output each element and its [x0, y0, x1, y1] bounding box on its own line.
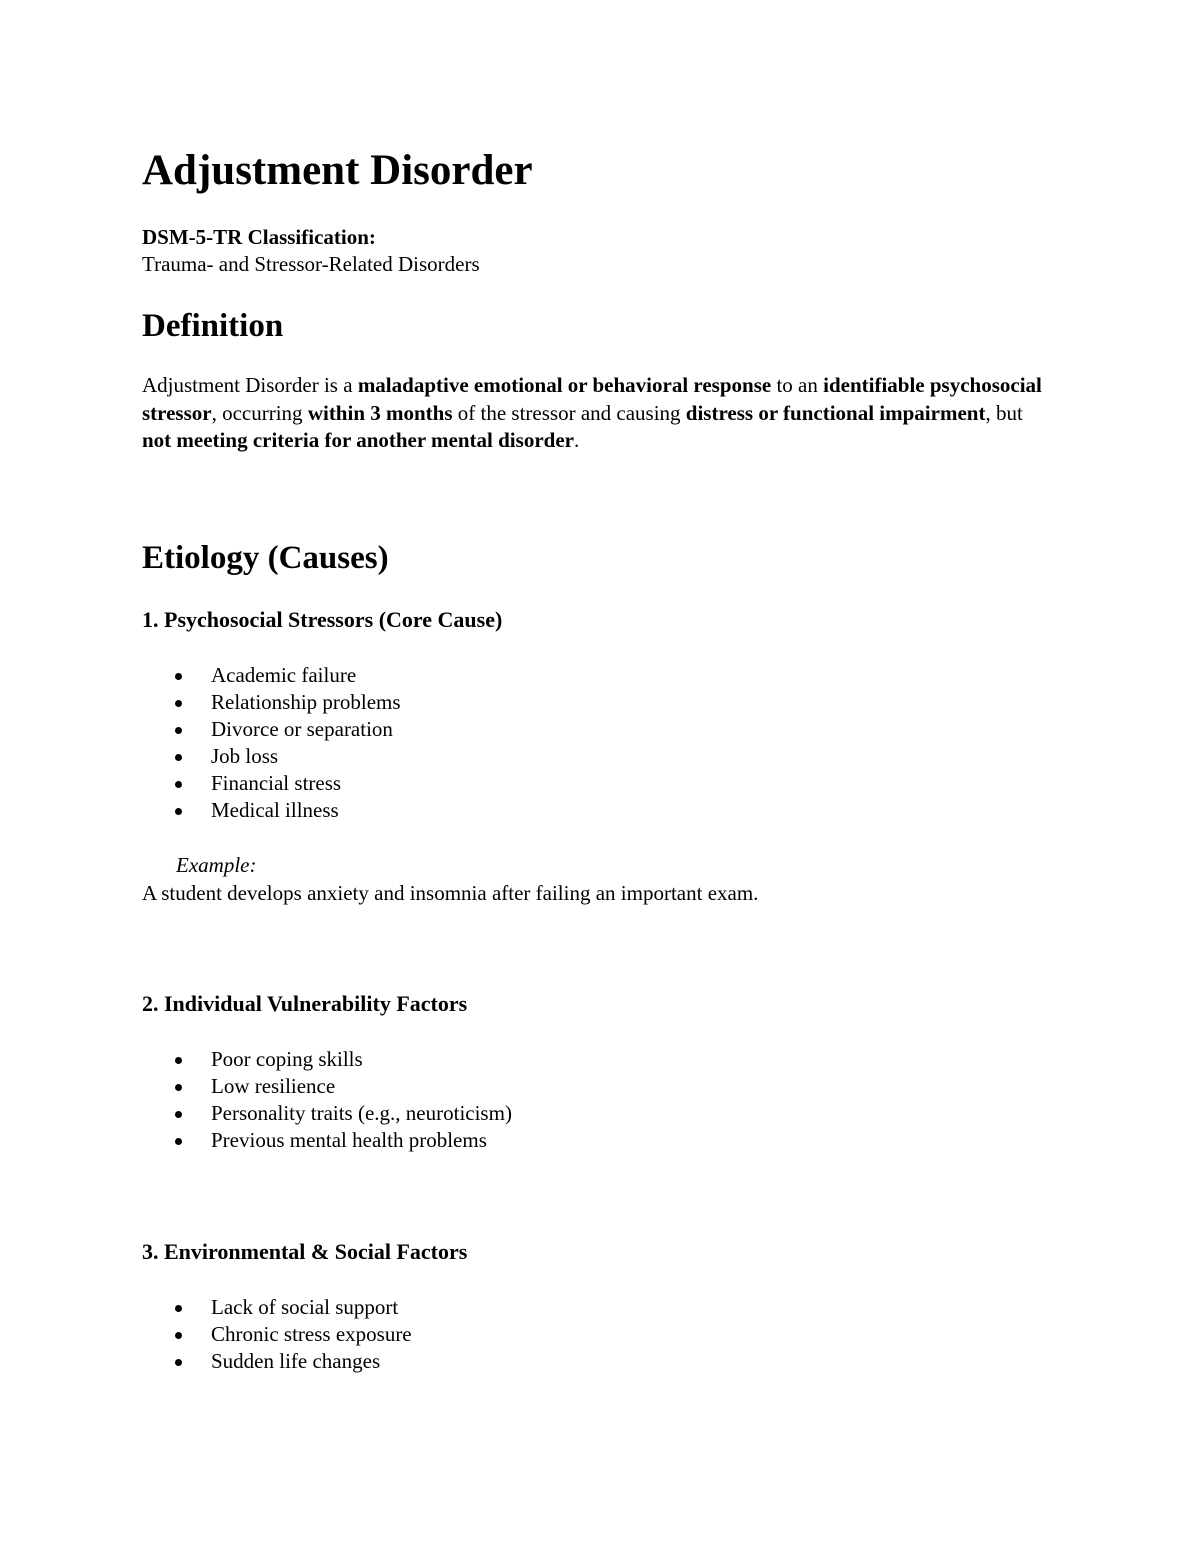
section-heading-psychosocial: 1. Psychosocial Stressors (Core Cause) — [142, 607, 503, 632]
list-item: Medical illness — [142, 797, 401, 824]
bullet-icon — [175, 1359, 182, 1366]
list-item: Job loss — [142, 743, 401, 770]
bullet-icon — [175, 1332, 182, 1339]
bullet-icon — [175, 1084, 182, 1091]
definition-paragraph — [142, 372, 1042, 455]
list-item: Lack of social support — [142, 1294, 412, 1321]
definition-emphasis: not meeting criteria for another mental disorder — [142, 428, 574, 452]
list-item: Sudden life changes — [142, 1348, 412, 1375]
definition-text: of the stressor and causing — [452, 400, 686, 425]
bullet-icon — [175, 1138, 182, 1145]
psychosocial-stressors-list — [142, 662, 401, 824]
environmental-social-list — [142, 1294, 412, 1375]
section-heading-environmental: 3. Environmental & Social Factors — [142, 1239, 468, 1264]
definition-text: to an — [771, 373, 824, 397]
definition-text: , occurring — [211, 400, 308, 425]
definition-text: Adjustment Disorder is a — [142, 373, 358, 397]
definition-text: . — [573, 428, 580, 452]
definition-emphasis: identifiable psychosocial stressor — [142, 373, 1042, 425]
bullet-icon — [175, 673, 182, 680]
list-item: Low resilience — [142, 1073, 512, 1100]
list-item: Previous mental health problems — [142, 1127, 512, 1154]
bullet-icon — [175, 808, 182, 815]
etiology-heading: Etiology (Causes) — [142, 540, 389, 576]
example-text: A student develops anxiety and insomnia after failing an important exam. — [142, 881, 759, 905]
list-item: Divorce or separation — [142, 716, 401, 743]
bullet-icon — [175, 1057, 182, 1064]
definition-heading: Definition — [142, 308, 284, 344]
section-heading-individual: 2. Individual Vulnerability Factors — [142, 991, 468, 1016]
bullet-icon — [175, 1111, 182, 1118]
list-item: Academic failure — [142, 662, 401, 689]
list-item: Financial stress — [142, 770, 401, 797]
definition-text: , but — [985, 400, 1023, 425]
bullet-icon — [175, 727, 182, 734]
list-item: Poor coping skills — [142, 1046, 512, 1073]
classification-label: DSM-5-TR Classification: — [142, 225, 376, 249]
definition-emphasis: distress or functional impairment — [685, 400, 986, 425]
example-label: Example: — [176, 853, 257, 877]
definition-emphasis: within 3 months — [307, 400, 453, 425]
list-item: Chronic stress exposure — [142, 1321, 412, 1348]
list-item: Personality traits (e.g., neuroticism) — [142, 1100, 512, 1127]
bullet-icon — [175, 781, 182, 788]
bullet-icon — [175, 700, 182, 707]
bullet-icon — [175, 754, 182, 761]
definition-emphasis: maladaptive emotional or behavioral response — [357, 373, 772, 397]
document-title: Adjustment Disorder — [142, 147, 533, 194]
bullet-icon — [175, 1305, 182, 1312]
list-item: Relationship problems — [142, 689, 401, 716]
classification-value: Trauma- and Stressor-Related Disorders — [142, 252, 480, 276]
individual-vulnerability-list — [142, 1046, 512, 1154]
